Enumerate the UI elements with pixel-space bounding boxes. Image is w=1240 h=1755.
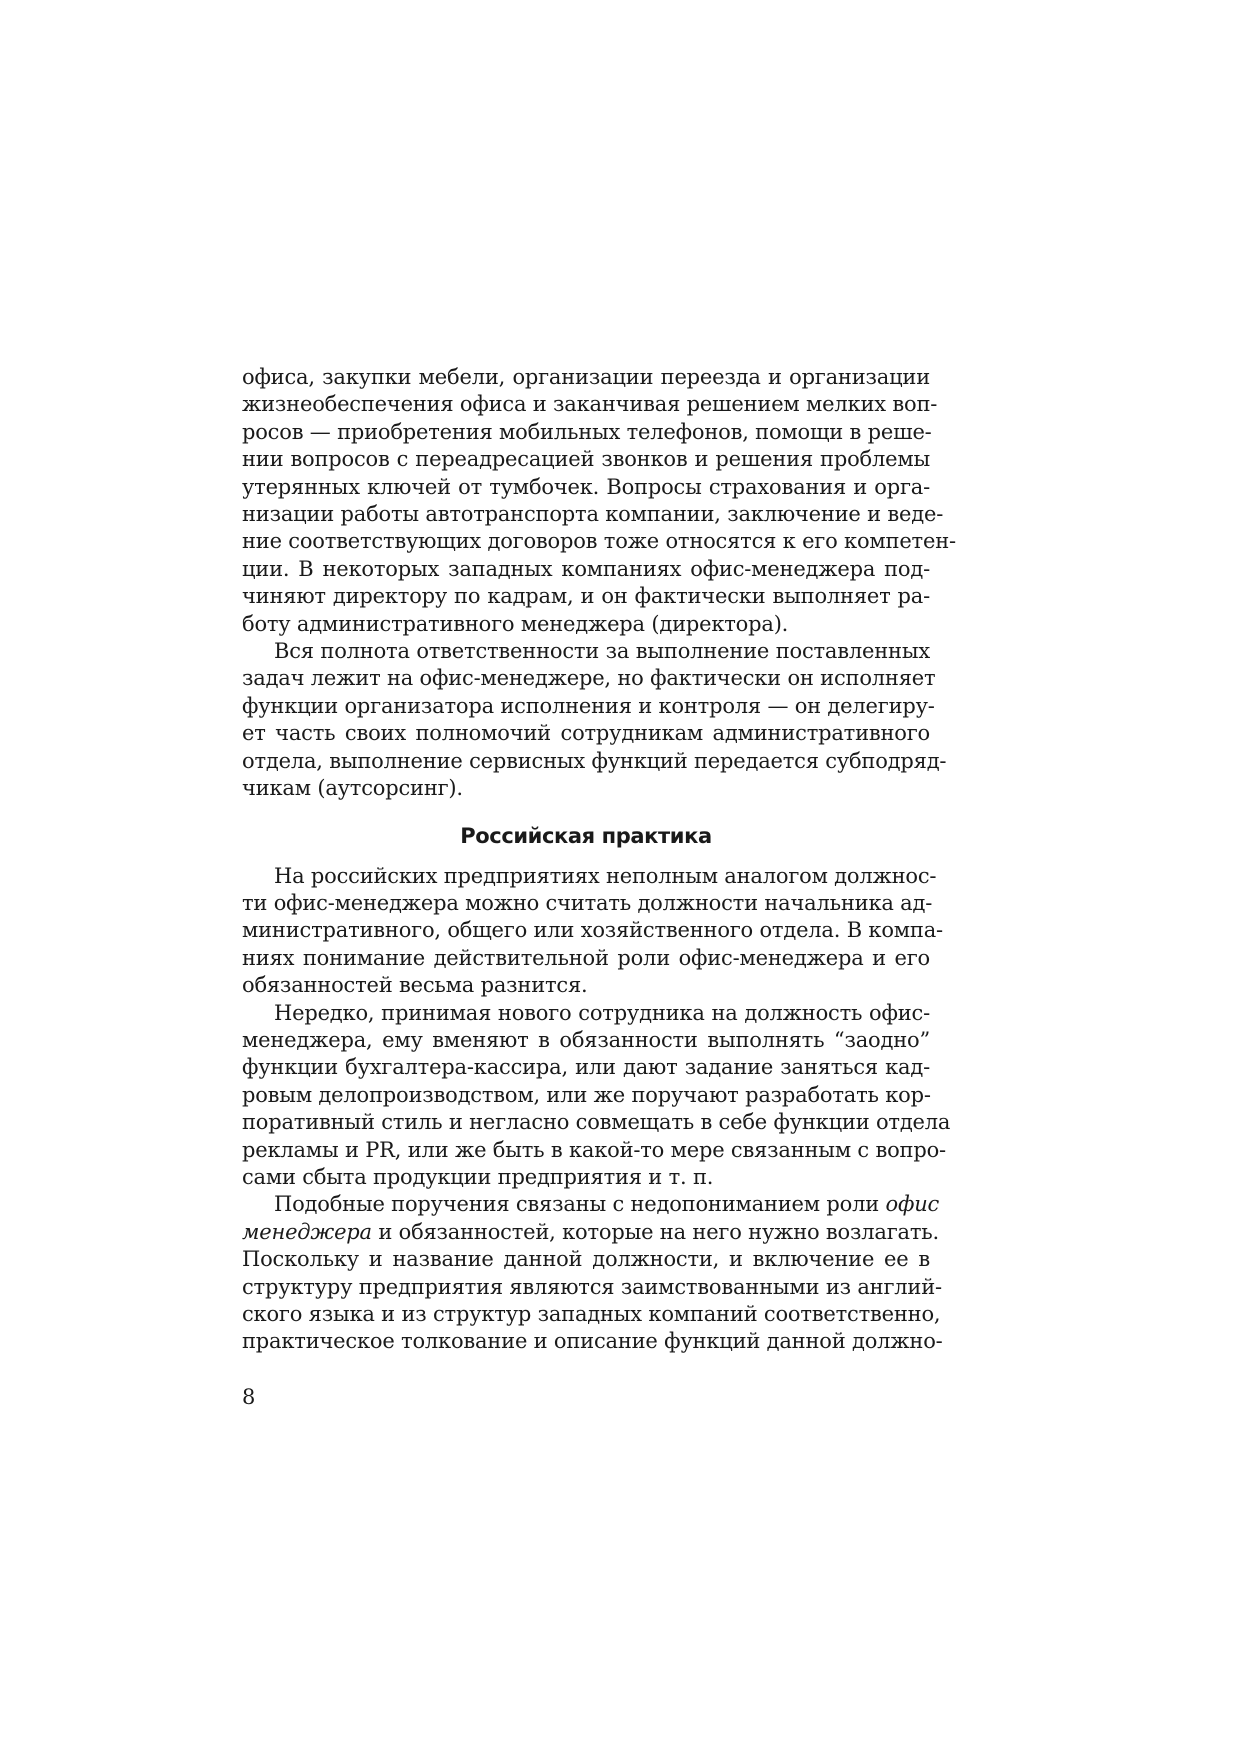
text-line	[242, 1219, 939, 1246]
text-run: и обязанностей, которые на него нужно возлагать.	[371, 1219, 939, 1244]
text-line: чикам (аутсорсинг).	[242, 776, 463, 801]
text-line: утерянных ключей от тумбочек. Вопросы страхования и орга-	[242, 474, 930, 499]
text-line: Вся полнота ответственности за выполнение поставленных	[274, 639, 930, 664]
text-line: ровым делопроизводством, или же поручают разработать кор-	[242, 1082, 931, 1107]
text-line: ниях понимание действительной роли офис-менеджера и его	[242, 945, 930, 970]
text-line: функции организатора исполнения и контроля — он делегиру-	[242, 693, 935, 718]
text-line: задач лежит на офис-менеджере, но фактически он исполняет	[242, 666, 936, 691]
text-line: Поскольку и название данной должности, и включение ее в	[242, 1247, 930, 1272]
text-line: функции бухгалтера-кассира, или дают задание заняться кад-	[242, 1055, 930, 1080]
text-line: поративный стиль и негласно совмещать в себе функции отдела	[242, 1110, 951, 1135]
page-body	[242, 364, 956, 1356]
page-number: 8	[242, 1385, 256, 1409]
text-line: жизнеобеспечения офиса и заканчивая решением мелких воп-	[242, 392, 938, 417]
text-line: боту административного менеджера (директора).	[242, 611, 789, 636]
text-line: практическое толкование и описание функций данной должно-	[242, 1329, 943, 1354]
text-line: структуру предприятия являются заимствованными из англий-	[242, 1274, 942, 1299]
paragraph-5	[242, 1191, 943, 1355]
text-line: обязанностей весьма разнится.	[242, 973, 588, 998]
text-line: росов — приобретения мобильных телефонов, помощи в реше-	[242, 419, 932, 444]
text-line: отдела, выполнение сервисных функций передается субподряд-	[242, 748, 947, 773]
text-line: сами сбыта продукции предприятия и т. п.	[242, 1164, 714, 1189]
paragraph-2	[242, 638, 947, 802]
text-line: ти офис-менеджера можно считать должности начальника ад-	[242, 890, 933, 915]
text-line: ского языка и из структур западных компаний соответственно,	[242, 1302, 941, 1326]
paragraph-1	[242, 364, 956, 638]
text-line: нии вопросов с переадресацией звонков и решения проблемы	[242, 447, 930, 472]
text-line: чиняют директору по кадрам, и он фактически выполняет ра-	[242, 584, 930, 609]
italic-term: офис	[885, 1192, 940, 1217]
text-line: рекламы и PR, или же быть в какой-то мере связанным с вопро-	[242, 1137, 946, 1162]
section-heading: Российская практика	[460, 823, 712, 848]
text-line: ние соответствующих договоров тоже относятся к его компетен-	[242, 529, 956, 554]
text-line: министративного, общего или хозяйственного отдела. В компа-	[242, 918, 943, 943]
text-line: офиса, закупки мебели, организации переезда и организации	[242, 365, 930, 389]
text-line: ции. В некоторых западных компаниях офис-менеджера под-	[242, 556, 930, 581]
text-run: Подобные поручения связаны с недопониманием роли	[274, 1192, 880, 1217]
text-line: менеджера, ему вменяют в обязанности выполнять “заодно”	[242, 1027, 930, 1052]
text-line: Нередко, принимая нового сотрудника на должность офис-	[274, 1000, 930, 1025]
text-line: низации работы автотранспорта компании, заключение и веде-	[242, 502, 944, 527]
italic-term: менеджера	[242, 1219, 372, 1244]
text-line: На российских предприятиях неполным аналогом должнос-	[274, 863, 937, 888]
text-line: ет часть своих полномочий сотрудникам административного	[242, 721, 930, 746]
paragraph-3	[242, 863, 943, 1000]
text-line	[242, 1191, 940, 1218]
paragraph-4	[242, 1000, 951, 1192]
